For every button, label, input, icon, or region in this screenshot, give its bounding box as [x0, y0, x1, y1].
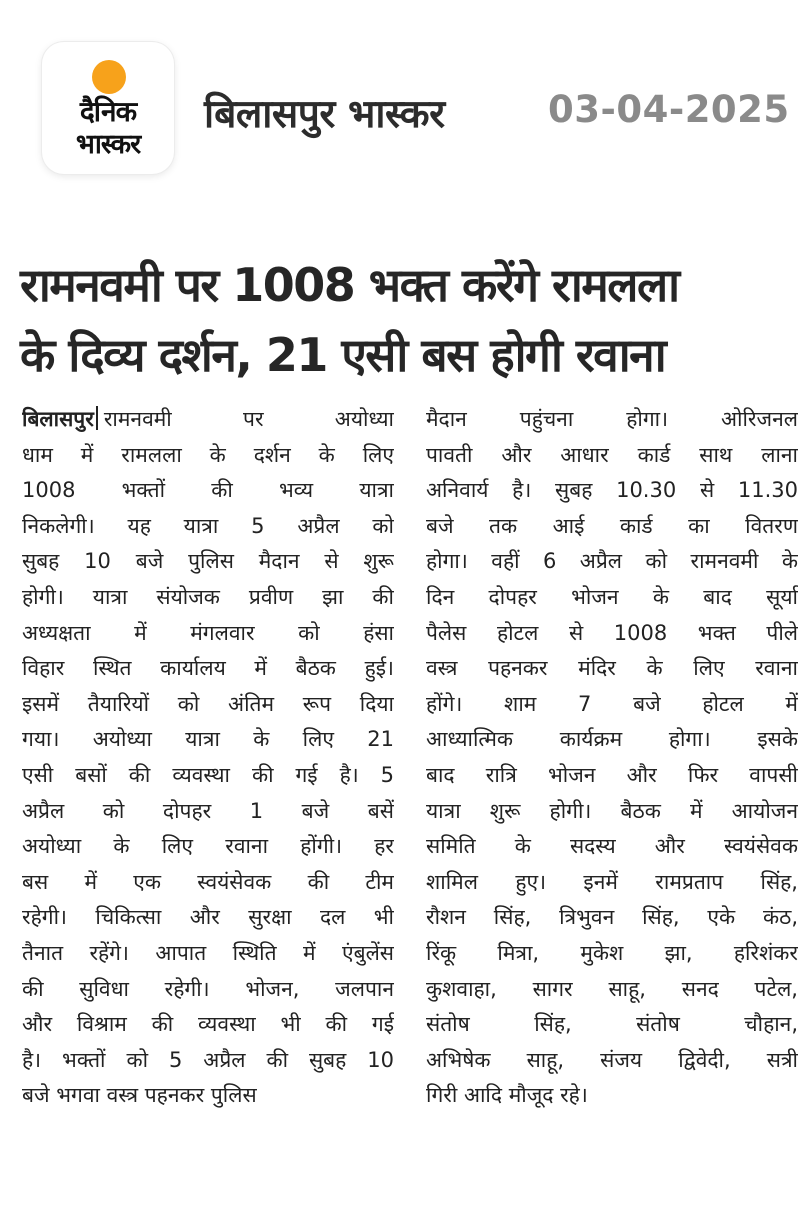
article-dateline: बिलासपुर — [22, 407, 94, 431]
article-text-line: है। भक्तों को 5 अप्रैल की सुबह 10 — [22, 1047, 394, 1072]
logo-text-line1: दैनिक — [79, 95, 137, 128]
article-column-1 — [22, 402, 394, 1202]
article-text-line: शामिल हुए। इनमें रामप्रताप सिंह, — [426, 869, 798, 894]
page-header — [0, 0, 808, 200]
article-text-line: रहेगी। चिकित्सा और सुरक्षा दल भी — [22, 905, 394, 930]
article-text-line: रौशन सिंह, त्रिभुवन सिंह, एके कंठ, — [426, 905, 798, 930]
article-text-line: वस्त्र पहनकर मंदिर के लिए रवाना — [426, 656, 798, 681]
article-text-line: बाद रात्रि भोजन और फिर वापसी — [426, 762, 798, 787]
article-text-line: अध्यक्षता में मंगलवार को हंसा — [22, 620, 394, 645]
article-text-line — [22, 402, 394, 438]
article-column-2 — [426, 402, 798, 1202]
article-text-line: संतोष सिंह, संतोष चौहान, — [426, 1012, 798, 1037]
article-text-line: बस में एक स्वयंसेवक की टीम — [22, 869, 394, 894]
article-text-line: अभिषेक साहू, संजय द्विवेदी, सत्री — [426, 1047, 798, 1072]
article-text-line: बजे तक आई कार्ड का वितरण — [426, 513, 798, 538]
article-text-line: गिरी आदि मौजूद रहे। — [426, 1083, 588, 1108]
article-text-line: अप्रैल को दोपहर 1 बजे बसें — [22, 798, 394, 823]
article-text-line: पैलेस होटल से 1008 भक्त पीले — [426, 620, 798, 645]
article-text-line: एसी बसों की व्यवस्था की गई है। 5 — [22, 762, 394, 787]
dainik-bhaskar-logo[interactable] — [42, 42, 174, 174]
article-text-line: सुबह 10 बजे पुलिस मैदान से शुरू — [22, 549, 394, 574]
article-text-line: पावती और आधार कार्ड साथ लाना — [426, 442, 798, 467]
article-text-line: इसमें तैयारियों को अंतिम रूप दिया — [22, 691, 394, 716]
article-text-line: तैनात रहेंगे। आपात स्थिति में एंबुलेंस — [22, 940, 394, 965]
article-text-line: दिन दोपहर भोजन के बाद सूर्या — [426, 584, 798, 609]
sun-logo-icon — [92, 60, 126, 94]
article-text-segment: रामनवमी पर अयोध्या — [103, 407, 394, 431]
article-text-line: 1008 भक्तों की भव्य यात्रा — [22, 478, 394, 503]
article-text-line: गया। अयोध्या यात्रा के लिए 21 — [22, 727, 394, 752]
headline-line: के दिव्य दर्शन, 21 एसी बस होगी रवाना — [20, 328, 666, 382]
article-text-line: मैदान पहुंचना होगा। ओरिजनल — [426, 407, 798, 431]
article-text-line: होगी। यात्रा संयोजक प्रवीण झा की — [22, 584, 394, 609]
article-text-line: अयोध्या के लिए रवाना होंगी। हर — [22, 834, 394, 859]
article-text-line: कुशवाहा, सागर साहू, सनद पटेल, — [426, 976, 798, 1001]
article-text-line: होंगे। शाम 7 बजे होटल में — [426, 691, 798, 716]
article-text-line: निकलेगी। यह यात्रा 5 अप्रैल को — [22, 513, 394, 538]
logo-text-line2: भास्कर — [75, 129, 141, 160]
article-text-line: धाम में रामलला के दर्शन के लिए — [22, 442, 394, 467]
edition-name: बिलासपुर भास्कर — [204, 92, 445, 137]
edition-date: 03-04-2025 — [548, 88, 790, 131]
article-text-line: यात्रा शुरू होगी। बैठक में आयोजन — [426, 798, 798, 823]
article-text-line: अनिवार्य है। सुबह 10.30 से 11.30 — [426, 478, 798, 503]
dateline-separator — [96, 406, 98, 430]
article-text-line: और विश्राम की व्यवस्था भी की गई — [22, 1012, 394, 1037]
article-text-line: आध्यात्मिक कार्यक्रम होगा। इसके — [426, 727, 798, 752]
article-headline — [20, 250, 800, 390]
article-text-line: होगा। वहीं 6 अप्रैल को रामनवमी के — [426, 549, 798, 574]
article-text-line: रिंकू मित्रा, मुकेश झा, हरिशंकर — [426, 940, 798, 965]
article-text-line: समिति के सदस्य और स्वयंसेवक — [426, 834, 798, 859]
article-text-line: की सुविधा रहेगी। भोजन, जलपान — [22, 976, 394, 1001]
article-text-line: बजे भगवा वस्त्र पहनकर पुलिस — [22, 1083, 257, 1108]
article-text-line: विहार स्थित कार्यालय में बैठक हुई। — [22, 656, 394, 681]
headline-line: रामनवमी पर 1008 भक्त करेंगे रामलला — [20, 258, 679, 312]
